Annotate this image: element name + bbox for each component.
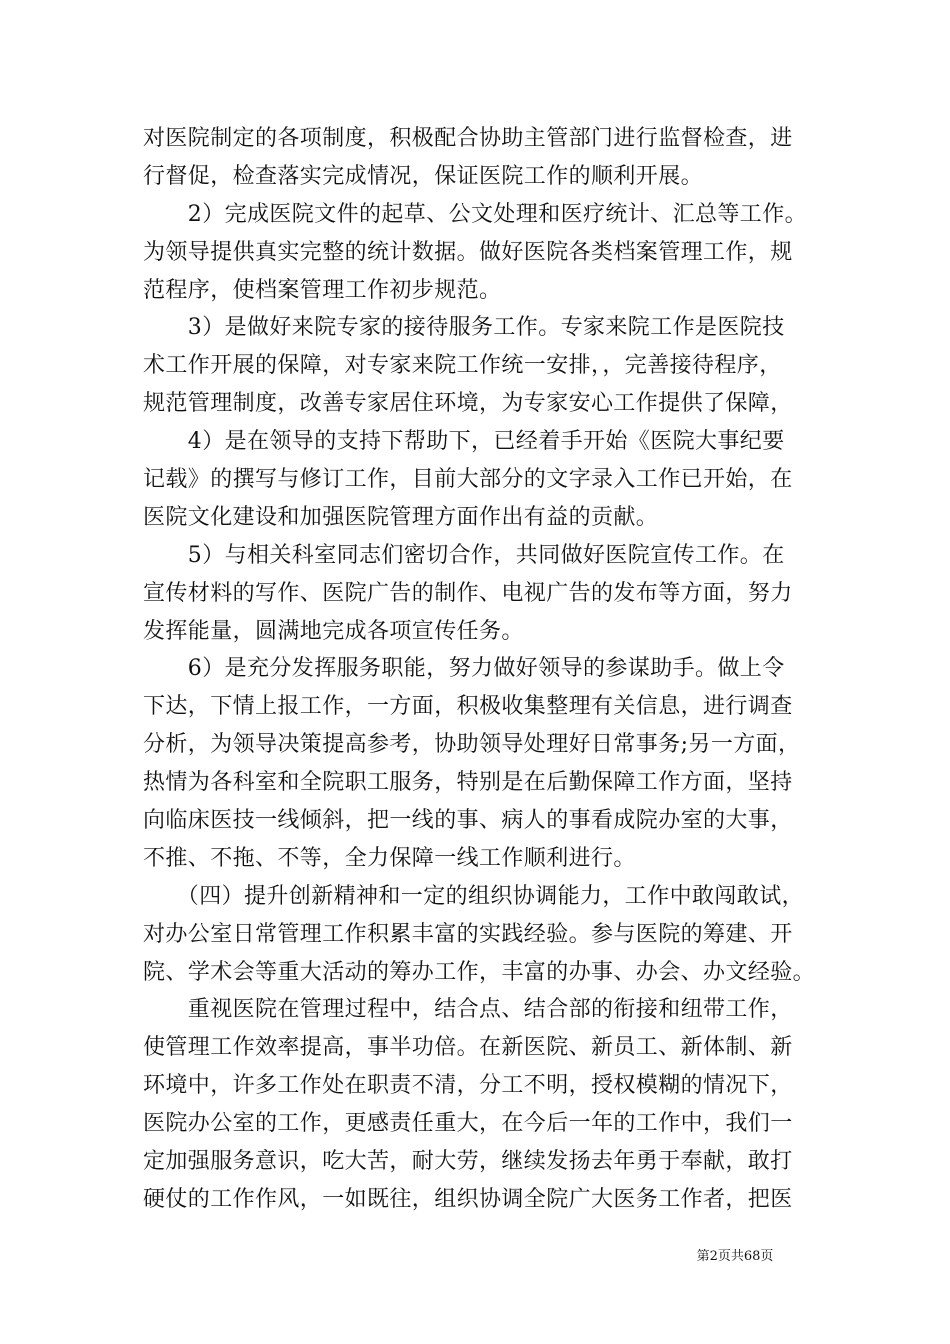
text-line: 对办公室日常管理工作积累丰富的实践经验。参与医院的筹建、开 — [143, 921, 793, 947]
text-line: 为领导提供真实完整的统计数据。做好医院各类档案管理工作，规 — [143, 239, 793, 265]
text-line: 4）是在领导的支持下帮助下，已经着手开始《医院大事纪要 — [143, 429, 785, 455]
text-line: 下达，下情上报工作，一方面，积极收集整理有关信息，进行调查 — [143, 694, 793, 720]
text-line: 不推、不拖、不等，全力保障一线工作顺利进行。 — [143, 845, 636, 871]
text-line: 范程序，使档案管理工作初步规范。 — [143, 277, 502, 303]
text-line: 硬仗的工作作风，一如既往，组织协调全院广大医务工作者，把医 — [143, 1186, 793, 1212]
text-line: 术工作开展的保障，对专家来院工作统一安排，，完善接待程序， — [143, 353, 782, 379]
text-line: 对医院制定的各项制度，积极配合协助主管部门进行监督检查，进 — [143, 126, 793, 151]
text-line: （四）提升创新精神和一定的组织协调能力，工作中敢闯敢试， — [143, 883, 805, 909]
text-line: 定加强服务意识，吃大苦，耐大劳，继续发扬去年勇于奉献，敢打 — [143, 1149, 793, 1175]
text-line: 宣传材料的写作、医院广告的制作、电视广告的发布等方面，努力 — [143, 580, 793, 606]
text-line: 热情为各科室和全院职工服务，特别是在后勤保障工作方面，坚持 — [143, 770, 793, 796]
text-line: 规范管理制度，改善专家居住环境，为专家安心工作提供了保障， — [143, 391, 793, 417]
text-line: 院、学术会等重大活动的筹办工作，丰富的办事、办会、办文经验。 — [143, 959, 816, 985]
text-line: 医院文化建设和加强医院管理方面作出有益的贡献。 — [143, 504, 659, 530]
text-line: 发挥能量，圆满地完成各项宣传任务。 — [143, 618, 524, 644]
text-line: 5）与相关科室同志们密切合作，共同做好医院宣传工作。在 — [143, 542, 785, 568]
text-line: 环境中，许多工作处在职责不清，分工不明，授权模糊的情况下， — [143, 1073, 793, 1099]
body-text — [143, 120, 823, 1219]
text-line: 记载》的撰写与修订工作，目前大部分的文字录入工作已开始，在 — [143, 467, 793, 493]
text-line: 使管理工作效率提高，事半功倍。在新医院、新员工、新体制、新 — [143, 1035, 793, 1061]
text-line: 分析，为领导决策提高参考，协助领导处理好日常事务;另一方面， — [143, 732, 801, 758]
page-number: 第2页共68页 — [696, 1249, 774, 1264]
text-line: 2）完成医院文件的起草、公文处理和医疗统计、汇总等工作。 — [143, 201, 807, 227]
text-line: 重视医院在管理过程中，结合点、结合部的衔接和纽带工作， — [143, 997, 793, 1023]
text-line: 3）是做好来院专家的接待服务工作。专家来院工作是医院技 — [143, 315, 785, 341]
text-line: 医院办公室的工作，更感责任重大，在今后一年的工作中，我们一 — [143, 1111, 793, 1137]
text-line: 6）是充分发挥服务职能，努力做好领导的参谋助手。做上令 — [143, 656, 785, 682]
text-line: 向临床医技一线倾斜，把一线的事、病人的事看成院办室的大事， — [143, 808, 793, 834]
text-line: 行督促，检查落实完成情况，保证医院工作的顺利开展。 — [143, 163, 704, 189]
